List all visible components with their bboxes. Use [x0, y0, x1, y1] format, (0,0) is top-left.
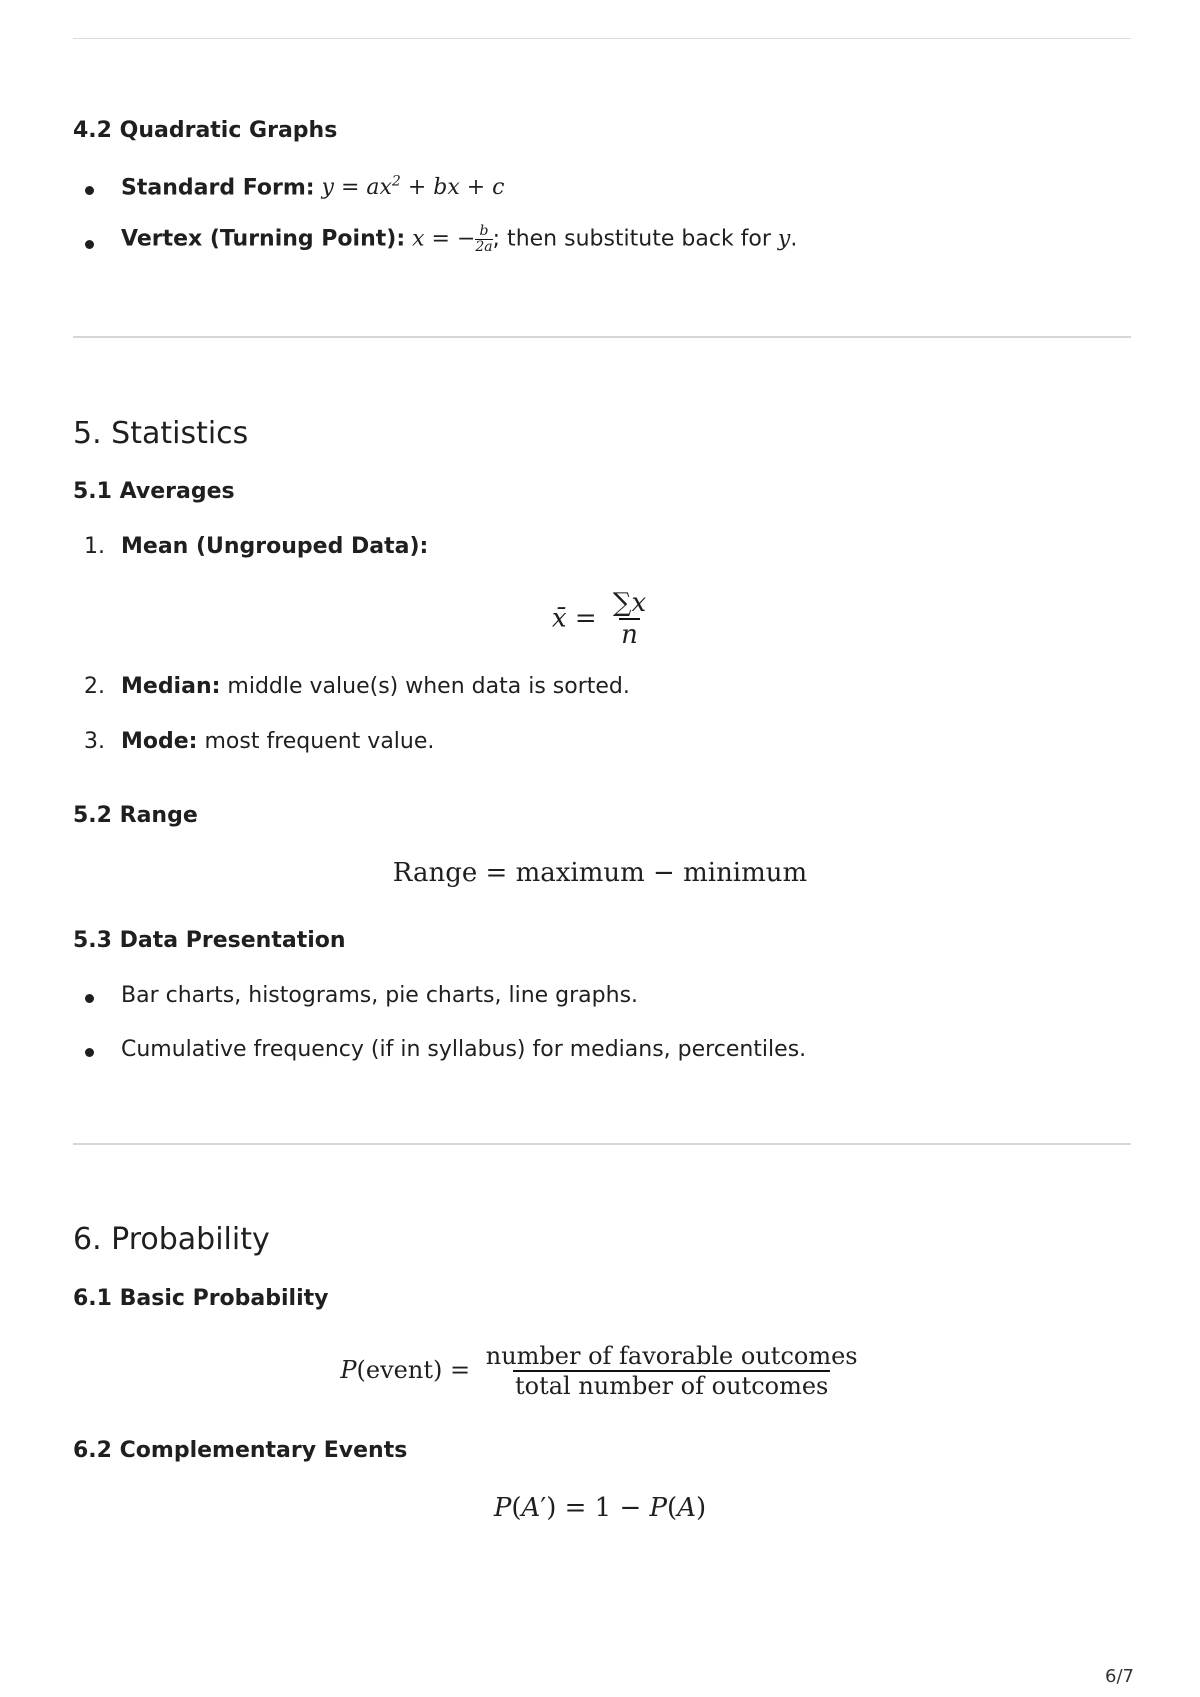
- section-5-1-heading: 5.1 Averages: [73, 479, 235, 504]
- probability-denominator: total number of outcomes: [514, 1372, 829, 1400]
- vertex-label: Vertex (Turning Point):: [121, 226, 406, 252]
- mean-item: [121, 534, 428, 559]
- vertex-y: y: [777, 226, 791, 252]
- bullet-icon: [85, 186, 94, 195]
- standard-form-label: Standard Form:: [121, 175, 315, 201]
- mean-label: Mean (Ungrouped Data):: [121, 534, 429, 559]
- event-word: event: [365, 1356, 433, 1384]
- bullet-icon: [85, 994, 94, 1003]
- range-formula: Range = maximum − minimum: [392, 858, 808, 888]
- section-5-3-heading: 5.3 Data Presentation: [73, 928, 346, 953]
- page-number: 6/7: [1105, 1666, 1134, 1687]
- range-word: Range: [392, 858, 478, 888]
- section-6-1-heading: 6.1 Basic Probability: [73, 1286, 329, 1311]
- median-item: [121, 674, 630, 699]
- presentation-bullet-2: Cumulative frequency (if in syllabus) for medians, percentiles.: [121, 1037, 807, 1062]
- list-number-1: 1.: [84, 534, 105, 559]
- divider: [73, 1143, 1131, 1145]
- mode-item: [121, 729, 434, 754]
- standard-form-formula: $y = ax^2$ + bx + c: [321, 174, 505, 201]
- vertex-suffix: ; then substitute back for: [492, 226, 771, 252]
- divider-top: [73, 38, 1131, 39]
- bullet-icon: [85, 1048, 94, 1057]
- complement-formula: P(A′) = 1 − P(A): [493, 1493, 707, 1523]
- section-4-2-heading: 4.2 Quadratic Graphs: [73, 118, 338, 143]
- list-number-3: 3.: [84, 729, 105, 754]
- bullet-icon: [85, 240, 94, 249]
- vertex-fraction: $\frac{b}{2a}$: [475, 223, 493, 255]
- probability-numerator: number of favorable outcomes: [485, 1342, 858, 1370]
- mean-formula: x̄ = $\frac{\sum x}{n}$: [551, 588, 647, 650]
- section-5-2-heading: 5.2 Range: [73, 803, 198, 828]
- section-6-heading: 6. Probability: [73, 1222, 270, 1257]
- probability-formula: P(event) = $\frac{\text{number of favorable outcomes}}{\text{total number of outcomes}}$: [340, 1342, 858, 1400]
- presentation-bullet-1: Bar charts, histograms, pie charts, line graphs.: [121, 983, 639, 1008]
- range-maximum: maximum: [515, 858, 645, 888]
- standard-form-item: [121, 174, 505, 200]
- range-minimum: minimum: [683, 858, 808, 888]
- mode-label: Mode:: [121, 729, 198, 754]
- vertex-item: Vertex (Turning Point): x = − $\frac{b}{2a}$ ; then substitute back for y.: [121, 223, 798, 255]
- section-6-2-heading: 6.2 Complementary Events: [73, 1438, 408, 1463]
- mode-text: most frequent value.: [204, 729, 435, 754]
- median-label: Median:: [121, 674, 221, 699]
- section-5-heading: 5. Statistics: [73, 416, 249, 451]
- vertex-formula: x = −: [412, 226, 476, 252]
- divider: [73, 336, 1131, 338]
- list-number-2: 2.: [84, 674, 105, 699]
- median-text: middle value(s) when data is sorted.: [227, 674, 630, 699]
